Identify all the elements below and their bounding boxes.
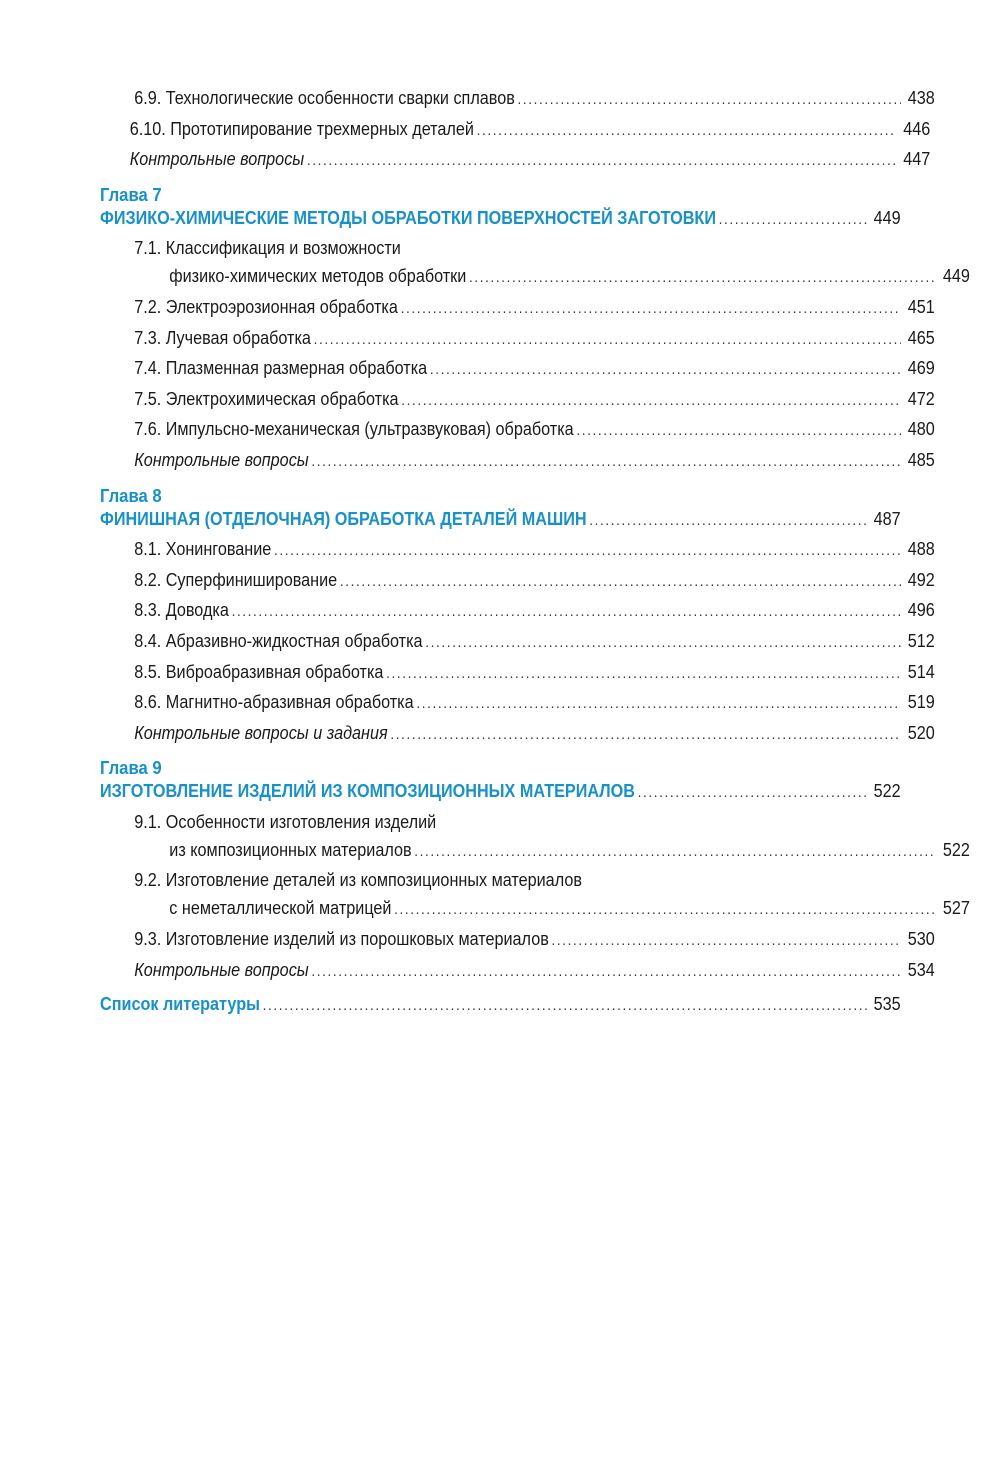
toc-entry-6-10[interactable] — [100, 119, 930, 150]
dot-leader — [719, 211, 867, 228]
section-title: 7.1. Классификация и возможности — [134, 238, 401, 259]
section-title: 7.3. Лучевая обработка — [134, 327, 311, 348]
chapter-9-heading: Глава 9 — [100, 757, 162, 779]
toc-entry-7-5[interactable] — [100, 389, 935, 420]
toc-entry-8-5[interactable] — [100, 662, 935, 693]
toc-entry-7-1-line2[interactable] — [100, 266, 970, 297]
section-title: Список литературы — [100, 994, 260, 1015]
section-title: Контрольные вопросы и задания — [134, 722, 388, 743]
page-number: 449 — [942, 266, 970, 287]
chapter-title: ФИЗИКО-ХИМИЧЕСКИЕ МЕТОДЫ ОБРАБОТКИ ПОВЕРХНОСТЕЙ ЗАГОТОВКИ — [100, 207, 716, 228]
dot-leader — [311, 453, 900, 470]
toc-entry-9-1-line1[interactable] — [100, 812, 935, 840]
dot-leader — [394, 901, 936, 918]
page-number: 522 — [942, 839, 970, 860]
dot-leader — [390, 726, 900, 743]
dot-leader — [274, 542, 901, 559]
page-number: 534 — [907, 959, 935, 980]
dot-leader — [477, 122, 897, 139]
toc-entry-8-6[interactable] — [100, 692, 935, 723]
page-number: 530 — [907, 929, 935, 950]
page-number: 472 — [907, 388, 935, 409]
toc-entry-7-6[interactable] — [100, 419, 935, 450]
dot-leader — [386, 665, 901, 682]
section-title: 7.4. Плазменная размерная обработка — [134, 358, 428, 379]
section-title: 7.6. Импульсно-механическая (ультразвуковая) обработка — [134, 419, 574, 440]
toc-entry-ch7-questions[interactable] — [100, 450, 935, 481]
toc-entry-chapter-8[interactable] — [100, 509, 901, 540]
section-title: из композиционных материалов — [169, 839, 412, 860]
page-number: 535 — [873, 994, 901, 1015]
toc-entry-7-1-line1[interactable] — [100, 238, 935, 266]
page-number: 465 — [907, 327, 935, 348]
toc-entry-chapter-7[interactable] — [100, 208, 901, 239]
chapter-title: ИЗГОТОВЛЕНИЕ ИЗДЕЛИЙ ИЗ КОМПОЗИЦИОННЫХ МАТЕРИАЛОВ — [100, 781, 635, 802]
dot-leader — [263, 997, 867, 1014]
page-number: 519 — [907, 692, 935, 713]
page-number: 512 — [907, 630, 935, 651]
page-number: 447 — [903, 149, 931, 170]
page-number: 487 — [873, 508, 901, 529]
page-number: 514 — [907, 661, 935, 682]
toc-entry-8-2[interactable] — [100, 570, 935, 601]
toc-entry-ch6-questions[interactable] — [100, 149, 930, 180]
dot-leader — [314, 331, 901, 348]
toc-entry-7-4[interactable] — [100, 358, 935, 389]
dot-leader — [430, 361, 901, 378]
dot-leader — [401, 392, 900, 409]
section-title: физико-химических методов обработки — [169, 266, 467, 287]
chapter-8-heading: Глава 8 — [100, 484, 162, 506]
page-number: 438 — [907, 88, 935, 108]
toc-entry-9-2-line1[interactable] — [100, 870, 935, 898]
toc-entry-ch8-questions[interactable] — [100, 723, 935, 754]
section-title: 9.3. Изготовление изделий из порошковых материалов — [134, 929, 549, 950]
section-title: 8.3. Доводка — [134, 600, 229, 621]
section-title: 8.1. Хонингование — [134, 539, 272, 560]
toc-entry-ch9-questions[interactable] — [100, 960, 935, 991]
section-title: Технологические особенности сварки сплавов — [165, 88, 515, 108]
toc-entry-7-2[interactable] — [100, 297, 935, 328]
toc-entry-7-3[interactable] — [100, 328, 935, 359]
section-title: Контрольные вопросы — [129, 149, 305, 170]
page-number: 451 — [907, 296, 935, 317]
section-title: 7.2. Электроэрозионная обработка — [134, 296, 398, 317]
toc-entry-8-4[interactable] — [100, 631, 935, 662]
page-number: 527 — [942, 898, 970, 919]
page-number: 492 — [907, 569, 935, 590]
page-number: 480 — [907, 419, 935, 440]
page-number: 522 — [873, 781, 901, 802]
dot-leader — [416, 695, 900, 712]
toc-entry-6-9[interactable] — [100, 88, 935, 119]
section-title: 8.6. Магнитно-абразивная обработка — [134, 692, 414, 713]
section-title: 7.5. Электрохимическая обработка — [134, 388, 399, 409]
section-number: 6.9. — [134, 88, 162, 108]
dot-leader — [552, 932, 901, 949]
toc-entry-8-3[interactable] — [100, 600, 935, 631]
page-number: 446 — [903, 118, 931, 139]
dot-leader — [401, 300, 901, 317]
dot-leader — [425, 634, 900, 651]
page-number: 449 — [873, 207, 901, 228]
section-title: с неметаллической матрицей — [169, 898, 392, 919]
section-title: Контрольные вопросы — [134, 959, 309, 980]
toc-entry-8-1[interactable] — [100, 539, 935, 570]
dot-leader — [589, 512, 866, 529]
dot-leader — [576, 422, 900, 439]
page-number: 520 — [907, 722, 935, 743]
toc-entry-chapter-9[interactable] — [100, 781, 901, 812]
section-title: 8.2. Суперфиниширование — [134, 569, 338, 590]
chapter-title: ФИНИШНАЯ (ОТДЕЛОЧНАЯ) ОБРАБОТКА ДЕТАЛЕЙ МАШИН — [100, 508, 587, 529]
page-number: 469 — [907, 358, 935, 379]
toc-entry-9-1-line2[interactable] — [100, 840, 970, 871]
toc-entry-9-3[interactable] — [100, 929, 935, 960]
section-number: 6.10. — [129, 118, 166, 139]
section-title: Контрольные вопросы — [134, 449, 309, 470]
dot-leader — [232, 603, 901, 620]
dot-leader — [307, 152, 896, 169]
chapter-7-heading: Глава 7 — [100, 183, 162, 205]
dot-leader — [518, 91, 901, 108]
section-title: 8.4. Абразивно-жидкостная обработка — [134, 630, 423, 651]
section-title: 9.2. Изготовление деталей из композиционных материалов — [134, 870, 582, 891]
dot-leader — [638, 784, 867, 801]
dot-leader — [469, 269, 936, 286]
table-of-contents — [100, 88, 970, 1025]
page-number: 496 — [907, 600, 935, 621]
dot-leader — [311, 963, 900, 980]
page-number: 485 — [907, 449, 935, 470]
section-title: Прототипирование трехмерных деталей — [170, 118, 474, 139]
toc-entry-literature[interactable] — [100, 994, 901, 1025]
page-number: 488 — [907, 539, 935, 560]
dot-leader — [414, 843, 935, 860]
section-title: 8.5. Виброабразивная обработка — [134, 661, 384, 682]
dot-leader — [340, 573, 901, 590]
section-title: 9.1. Особенности изготовления изделий — [134, 811, 437, 832]
toc-entry-9-2-line2[interactable] — [100, 898, 970, 929]
